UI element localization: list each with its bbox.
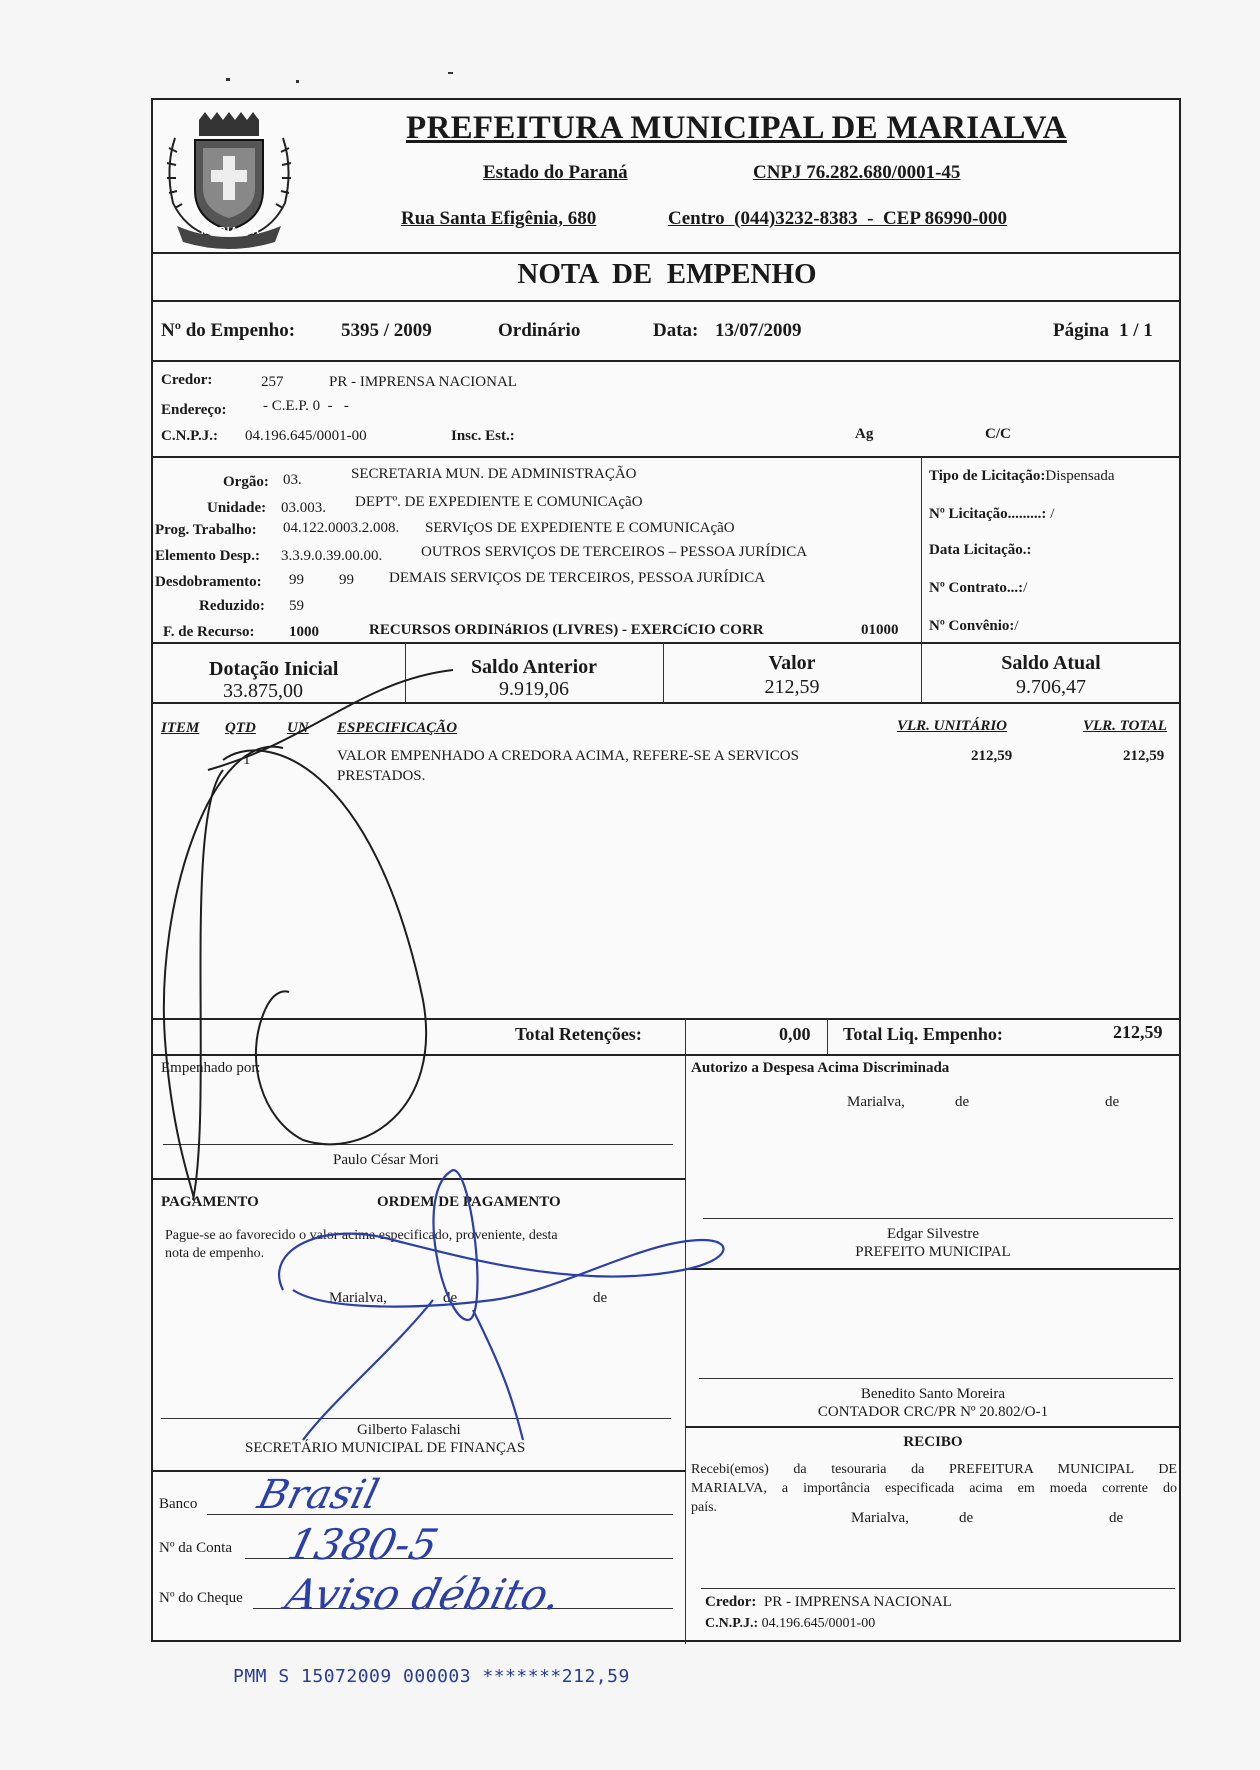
prog-trabalho-label: Prog. Trabalho: (155, 522, 257, 538)
recurso-label: F. de Recurso: (163, 624, 255, 640)
autorizo-de-1: de (955, 1094, 970, 1110)
orgao-code: 03. (283, 472, 302, 488)
divider (153, 360, 1181, 362)
credor-code: 257 (261, 374, 284, 390)
convenio-label: Nº Convênio: (929, 618, 1015, 634)
pagamento-local: Marialva, (329, 1290, 387, 1306)
banco-label: Banco (159, 1496, 198, 1512)
scan-speck (226, 78, 230, 81)
recurso-code-2: 01000 (861, 622, 899, 638)
divider-vertical (921, 456, 922, 642)
recibo-credor-label: Credor: (705, 1594, 757, 1610)
secretario-name: Gilberto Falaschi (357, 1422, 461, 1438)
divider-vertical (685, 1018, 686, 1054)
contrato (929, 580, 1027, 597)
endereco-label: Endereço: (161, 402, 227, 418)
licitacao-type (929, 468, 1115, 485)
licitacao-number-label: Nº Licitação.........: (929, 506, 1047, 522)
recibo-credor (705, 1594, 952, 1611)
total-liquido-value: 212,59 (1113, 1022, 1163, 1042)
item-vlr-total: 212,59 (1123, 748, 1165, 764)
state-name: Estado do Paraná (483, 162, 628, 183)
col-header-especificacao: ESPECIFICAÇÃO (337, 720, 458, 736)
scan-speck (448, 72, 453, 74)
credor-name: PR - IMPRENSA NACIONAL (329, 374, 517, 390)
total-liquido-label: Total Liq. Empenho: (843, 1024, 1003, 1044)
prefeito-role: PREFEITO MUNICIPAL (855, 1244, 1011, 1260)
divider (153, 300, 1181, 302)
orgao-name: SECRETARIA MUN. DE ADMINISTRAÇÃO (351, 466, 637, 482)
recibo-cnpj-label: C.N.P.J.: (705, 1616, 759, 1631)
signature-line (701, 1588, 1175, 1589)
ordem-pagamento-label: ORDEM DE PAGAMENTO (377, 1194, 561, 1210)
municipality-title: PREFEITURA MUNICIPAL DE MARIALVA (406, 110, 1067, 146)
contrato-value: / (1023, 580, 1028, 596)
recibo-text: Recebi(emos) da tesouraria da PREFEITURA MUNICIPAL DE (691, 1462, 1177, 1477)
col-header-un: UN (287, 720, 309, 736)
orgao-label: Orgão: (223, 474, 269, 490)
recibo-credor-name: PR - IMPRENSA NACIONAL (763, 1594, 952, 1610)
seal-ribbon-text: MARIALVA (201, 226, 261, 237)
conta-corrente-label: C/C (985, 426, 1011, 442)
desdobramento-label: Desdobramento: (155, 574, 262, 590)
recurso-code: 1000 (289, 624, 319, 640)
empenho-type: Ordinário (498, 320, 581, 341)
endereco-value: - C.E.P. 0 - - (263, 398, 349, 414)
municipality-cnpj: CNPJ 76.282.680/0001-45 (753, 162, 961, 183)
empenhado-por-name: Paulo César Mori (333, 1152, 439, 1168)
divider (153, 252, 1181, 254)
col-header-item: ITEM (161, 720, 200, 736)
licitacao-type-label: Tipo de Licitação: (929, 468, 1046, 484)
total-retencoes-label: Total Retenções: (515, 1024, 642, 1044)
scan-speck (296, 80, 299, 83)
page-label: Página (1053, 320, 1109, 341)
saldo-anterior-value: 9.919,06 (499, 678, 569, 700)
divider (153, 456, 1181, 458)
contador-role: CONTADOR CRC/PR Nº 20.802/O-1 (817, 1404, 1049, 1420)
licitacao-number (929, 506, 1054, 523)
document-title: NOTA DE EMPENHO (517, 258, 817, 290)
saldo-atual-value: 9.706,47 (1016, 676, 1086, 698)
saldo-anterior-label: Saldo Anterior (470, 656, 598, 678)
item-vlr-unitario: 212,59 (971, 748, 1013, 764)
empenho-number: 5395 / 2009 (341, 320, 432, 341)
prog-trabalho-code: 04.122.0003.2.008. (283, 520, 400, 536)
recibo-label: RECIBO (903, 1434, 963, 1450)
autorizo-local: Marialva, (847, 1094, 905, 1110)
contrato-label: Nº Contrato...: (929, 580, 1024, 596)
divider (153, 1470, 685, 1472)
unidade-name: DEPTº. DE EXPEDIENTE E COMUNICAçãO (355, 494, 643, 510)
empenhado-por-label: Empenhado por: (161, 1060, 261, 1076)
licitacao-type-value: Dispensada (1045, 468, 1115, 484)
convenio-value: / (1014, 618, 1019, 634)
recurso-name: RECURSOS ORDINáRIOS (LIVRES) - EXERCíCIO CORR (369, 622, 764, 638)
recibo-cnpj (705, 1616, 875, 1632)
payment-stamp: PMM S 15072009 000003 *******212,59 (233, 1666, 630, 1687)
elemento-label: Elemento Desp.: (155, 548, 260, 564)
unidade-code: 03.003. (281, 500, 326, 516)
recibo-cnpj-value: 04.196.645/0001-00 (761, 1616, 876, 1631)
dotacao-value: 33.875,00 (223, 680, 303, 702)
saldo-atual-label: Saldo Atual (1001, 652, 1101, 674)
autorizo-label: Autorizo a Despesa Acima Discriminada (691, 1060, 950, 1076)
municipality-address: Rua Santa Efigênia, 680 (401, 208, 597, 229)
secretario-signature-scribble (263, 1150, 843, 1450)
total-retencoes-value: 0,00 (779, 1024, 811, 1044)
empenho-date-label: Data: (653, 320, 699, 341)
recibo-text-end: país. (691, 1500, 718, 1515)
credor-cnpj: 04.196.645/0001-00 (245, 428, 367, 444)
agencia-label: Ag (855, 426, 874, 442)
empenho-number-label: Nº do Empenho: (161, 320, 296, 341)
conta-label: Nº da Conta (159, 1540, 232, 1556)
banco-handwritten: Brasil (253, 1472, 384, 1518)
item-especificacao-cont: PRESTADOS. (337, 768, 426, 784)
insc-est-label: Insc. Est.: (451, 428, 515, 444)
pagamento-de-1: de (443, 1290, 458, 1306)
desdobramento-subcode: 99 (339, 572, 354, 588)
col-header-vlr-unitario: VLR. UNITÁRIO (897, 718, 1008, 734)
municipality-contact: Centro (044)3232-8383 - CEP 86990-000 (668, 208, 1007, 229)
credor-cnpj-label: C.N.P.J.: (161, 428, 218, 444)
reduzido-value: 59 (289, 598, 304, 614)
credor-label: Credor: (161, 372, 213, 388)
cheque-label: Nº do Cheque (159, 1590, 243, 1606)
desdobramento-name: DEMAIS SERVIÇOS DE TERCEIROS, PESSOA JURÍDICA (389, 570, 766, 586)
secretario-role: SECRETÁRIO MUNICIPAL DE FINANÇAS (245, 1440, 526, 1456)
col-header-vlr-total: VLR. TOTAL (1083, 718, 1167, 734)
valor-value: 212,59 (764, 676, 820, 698)
divider-vertical (827, 1018, 828, 1054)
pagamento-de-2: de (593, 1290, 608, 1306)
elemento-code: 3.3.9.0.39.00.00. (281, 548, 383, 564)
prog-trabalho-name: SERVIçOS DE EXPEDIENTE E COMUNICAçãO (425, 520, 735, 536)
item-especificacao: VALOR EMPENHADO A CREDORA ACIMA, REFERE-SE A SERVICOS (337, 748, 799, 764)
convenio (929, 618, 1019, 635)
valor-label: Valor (768, 652, 816, 674)
reduzido-label: Reduzido: (199, 598, 265, 614)
pagamento-label: PAGAMENTO (161, 1194, 259, 1210)
elemento-name: OUTROS SERVIÇOS DE TERCEIROS – PESSOA JURÍDICA (421, 544, 808, 560)
recibo-local: Marialva, (851, 1510, 909, 1526)
item-qtd: 1 (243, 752, 251, 768)
dotacao-label: Dotação Inicial (209, 658, 339, 680)
autorizo-de-2: de (1105, 1094, 1120, 1110)
recibo-de-1: de (959, 1510, 974, 1526)
prefeito-name: Edgar Silvestre (886, 1226, 980, 1242)
cheque-handwritten: Aviso débito. (280, 1570, 566, 1619)
recibo-text-cont: MARIALVA, a importância especificada acima em moeda corrente do (691, 1481, 1177, 1496)
empenho-date: 13/07/2009 (715, 320, 802, 341)
contador-name: Benedito Santo Moreira (860, 1386, 1006, 1402)
nota-de-empenho-form (151, 98, 1181, 1642)
unidade-label: Unidade: (207, 500, 267, 516)
desdobramento-code: 99 (289, 572, 304, 588)
licitacao-number-value: / (1050, 506, 1055, 522)
col-header-qtd: QTD (225, 720, 256, 736)
pagamento-text: Pague-se ao favorecido o valor acima especificado, proveniente, desta (165, 1228, 558, 1243)
recibo-de-2: de (1109, 1510, 1124, 1526)
page-number: 1 / 1 (1119, 320, 1153, 341)
conta-handwritten: 1380-5 (282, 1520, 443, 1569)
pagamento-text-cont: nota de empenho. (165, 1246, 265, 1261)
licitacao-date-label: Data Licitação.: (929, 542, 1032, 558)
